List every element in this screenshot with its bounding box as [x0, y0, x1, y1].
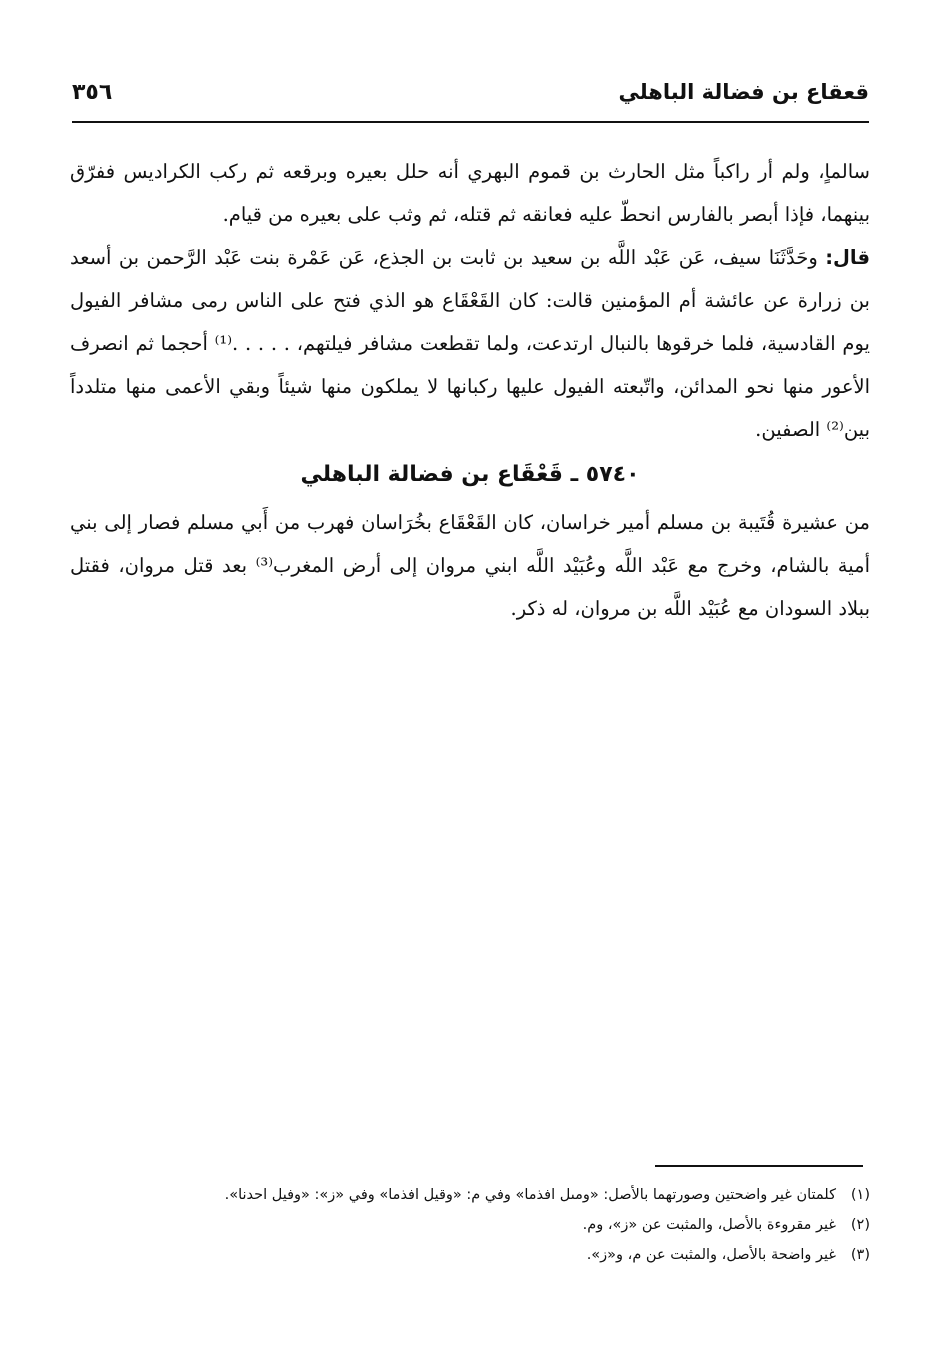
paragraph-continuation: سالماٍ، ولم أر راكباً مثل الحارث بن قموم البهري أنه حلل بعيره وبرقعه ثم ركب الكراديس ففرّق بينهما، فإذا أبصر بالفارس انحطّ عليه فعانقه ثم قتله، ثم وثب على بعيره من قيام.: [70, 160, 870, 226]
footnotes: [100, 1180, 870, 1270]
entry-heading: ٥٧٤٠ ـ قَعْقَاع بن فضالة الباهلي: [300, 462, 640, 487]
footnote-number: (٣): [850, 1247, 870, 1263]
main-text: [70, 150, 870, 630]
narration-text: وحَدَّثَنَا سيف، عَن عَبْد اللَّه بن سعيد بن ثابت بن الجذع، عَن عَمْرة بنت عَبْد الرَّحمن بن أسعد بن زرارة عن عائشة أم المؤمنين قالت: كان القَعْقَاع هو الذي فتح على الناس رمى مشافر الفيول يوم القادسية، فلما خرقوها بالنبال ارتدعت، ولما تقطعت مشافر فيلتهم، . . . . .⁽¹⁾ أحجما ثم انصرف الأعور منها نحو المدائن، واتّبعته الفيول عليها ركبانها لا يملكون منها شيئاً وبقي الأعمى منها متلدداً بين⁽²⁾ الصفين.: [70, 246, 870, 441]
footnote-1: [100, 1180, 870, 1210]
page-header: [72, 80, 869, 110]
entry-text: من عشيرة قُتَيبة بن مسلم أمير خراسان، كان القَعْقَاع بخُرَاسان فهرب من أَبي مسلم فصار إلى بني أمية بالشام، وخرج مع عَبْد اللَّه وعُبَيْد اللَّه ابني مروان إلى أرض المغرب⁽³⁾ بعد قتل مروان، فقتل ببلاد السودان مع عُبَيْد اللَّه بن مروان، له ذكر.: [70, 511, 870, 620]
footnote-rule: [655, 1165, 863, 1167]
footnote-2: [100, 1210, 870, 1240]
footnote-text: غير مقروءة بالأصل، والمثبت عن «ز»، وم.: [582, 1217, 836, 1233]
footnote-3: [100, 1240, 870, 1270]
footnote-text: غير واضحة بالأصل، والمثبت عن م، و«ز».: [586, 1247, 836, 1263]
page-number: ٣٥٦: [72, 80, 113, 105]
footnote-text: كلمتان غير واضحتين وصورتهما بالأصل: «ومىل افذما» وفي م: «وقيل افذما» وفي «ز»: «وفيل احدنا».: [224, 1187, 836, 1203]
footnote-number: (١): [850, 1187, 870, 1203]
paragraph-narration: [70, 236, 870, 451]
narration-lead: قال:: [825, 246, 870, 269]
header-rule: [72, 121, 869, 123]
footnote-number: (٢): [850, 1217, 870, 1233]
running-title: قعقاع بن فضالة الباهلي: [618, 80, 869, 104]
